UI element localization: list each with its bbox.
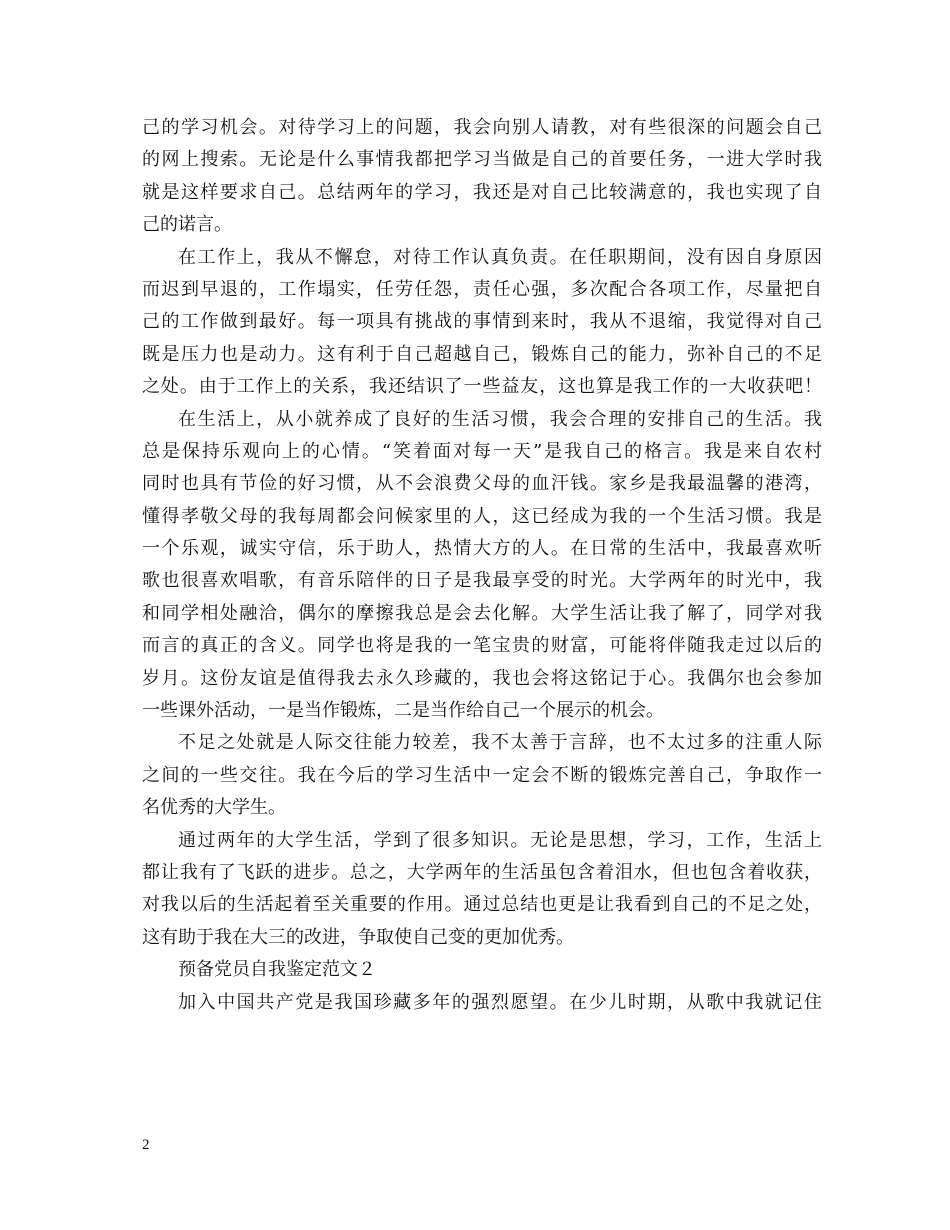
text-line: 岁月。这份友谊是值得我去永久珍藏的，我也会将这铭记于心。我偶尔也会参加 [142, 667, 822, 689]
text-line: 名优秀的大学生。 [142, 797, 286, 819]
text-line: 己的诺言。 [142, 214, 232, 236]
text-line: 在工作上，我从不懈怠，对待工作认真负责。在任职期间，没有因自身原因 [178, 246, 822, 268]
text-line: 懂得孝敬父母的我每周都会问候家里的人，这已经成为我的一个生活习惯。我是 [142, 505, 822, 527]
document-body [142, 112, 822, 1019]
text-line: 总是保持乐观向上的心情。“笑着面对每一天”是我自己的格言。我是来自农村 [142, 440, 822, 462]
text-line: 这有助于我在大三的改进，争取使自己变的更加优秀。 [142, 926, 574, 948]
text-line: 通过两年的大学生活，学到了很多知识。无论是思想，学习，工作，生活上 [178, 829, 822, 851]
text-line: 都让我有了飞跃的进步。总之，大学两年的生活虽包含着泪水，但也包含着收获， [142, 861, 822, 883]
text-line: 之处。由于工作上的关系，我还结识了一些益友，这也算是我工作的一大收获吧！ [142, 376, 822, 398]
page-number: 2 [142, 1137, 150, 1153]
text-line: 既是压力也是动力。这有利于自己超越自己，锻炼自己的能力，弥补自己的不足 [142, 343, 822, 365]
text-line: 一些课外活动，一是当作锻炼，二是当作给自己一个展示的机会。 [142, 700, 664, 722]
text-line: 在生活上，从小就养成了良好的生活习惯，我会合理的安排自己的生活。我 [178, 408, 822, 430]
text-line: 加入中国共产党是我国珍藏多年的强烈愿望。在少儿时期，从歌中我就记住 [178, 991, 822, 1013]
text-line: 同时也具有节俭的好习惯，从不会浪费父母的血汗钱。家乡是我最温馨的港湾， [142, 473, 822, 495]
text-line: 己的学习机会。对待学习上的问题，我会向别人请教，对有些很深的问题会自己 [142, 117, 822, 138]
text-line: 歌也很喜欢唱歌，有音乐陪伴的日子是我最享受的时光。大学两年的时光中，我 [142, 570, 822, 592]
text-line: 就是这样要求自己。总结两年的学习，我还是对自己比较满意的，我也实现了自 [142, 181, 822, 203]
text-line: 而迟到早退的，工作塌实，任劳任怨，责任心强，多次配合各项工作，尽量把自 [142, 278, 822, 300]
text-line: 和同学相处融洽，偶尔的摩擦我总是会去化解。大学生活让我了解了，同学对我 [142, 602, 822, 624]
text-line: 一个乐观，诚实守信，乐于助人，热情大方的人。在日常的生活中，我最喜欢听 [142, 538, 822, 560]
text-line: 预备党员自我鉴定范文２ [178, 959, 376, 981]
text-line: 己的工作做到最好。每一项具有挑战的事情到来时，我从不退缩，我觉得对自己 [142, 311, 822, 333]
text-line: 不足之处就是人际交往能力较差，我不太善于言辞，也不太过多的注重人际 [178, 732, 822, 754]
text-line: 的网上搜索。无论是什么事情我都把学习当做是自己的首要任务，一进大学时我 [142, 149, 822, 171]
text-line: 对我以后的生活起着至关重要的作用。通过总结也更是让我看到自己的不足之处， [142, 894, 822, 916]
text-line: 而言的真正的含义。同学也将是我的一笔宝贵的财富，可能将伴随我走过以后的 [142, 635, 822, 657]
text-line: 之间的一些交往。我在今后的学习生活中一定会不断的锻炼完善自己，争取作一 [142, 764, 822, 786]
